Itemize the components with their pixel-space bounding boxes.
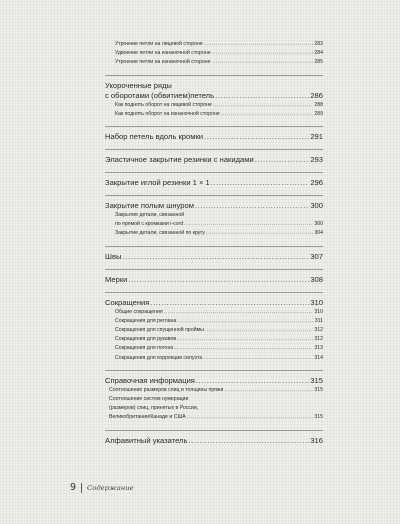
toc-page-number: 291 — [310, 132, 323, 142]
toc-group-seams — [105, 246, 323, 262]
dot-leader — [164, 308, 314, 317]
toc-page-number: 283 — [314, 41, 323, 47]
dot-leader — [213, 101, 314, 110]
toc-subentry — [105, 335, 323, 344]
toc-group-reference — [105, 370, 323, 423]
toc-subentry-line: (размеров) спиц, принятых в России, — [109, 405, 199, 412]
toc-entry-label: Великобритании/Канаде и США — [109, 414, 186, 421]
dot-leader — [195, 201, 309, 211]
dot-leader — [205, 326, 313, 335]
dot-leader — [224, 386, 313, 395]
toc-entry-label: Закрытие иглой резинки 1 × 1 — [105, 178, 210, 188]
toc-entry — [105, 252, 323, 262]
toc-page-number: 311 — [314, 317, 323, 324]
dot-leader — [255, 155, 310, 165]
toc-page-number: 293 — [310, 155, 323, 165]
toc-entry-label: Сокращения — [105, 297, 150, 307]
toc-group-pick-up — [105, 126, 323, 142]
toc-subentry — [105, 308, 323, 317]
toc-page-number: 308 — [310, 274, 323, 284]
toc-page-number: 289 — [314, 110, 323, 117]
toc-entry-label: Швы — [105, 251, 122, 261]
toc-page-number: 284 — [314, 50, 323, 57]
toc-entry-label: Сокращения для рукавов — [115, 336, 177, 343]
toc-group-abbreviations — [105, 292, 323, 363]
toc-entry-label: Набор петель вдоль кромки — [105, 132, 204, 142]
toc-page-number: 315 — [310, 375, 323, 385]
toc-entry-label: Эластичное закрытие резинки с накидами — [105, 155, 254, 165]
dot-leader — [177, 335, 313, 344]
dot-leader — [187, 413, 314, 422]
section-title: Содержание — [87, 483, 134, 492]
dot-leader — [204, 40, 314, 49]
toc-subentry — [105, 58, 323, 67]
dot-leader — [177, 317, 313, 326]
toc-entry-label: Сокращения для коррекции силуэта — [115, 354, 203, 361]
toc-page-number: 310 — [314, 308, 323, 315]
toc-subentry-line: Закрытие детали, связанной — [115, 212, 185, 219]
toc-group-index — [105, 430, 323, 446]
page-number: 9 — [70, 482, 77, 493]
dot-leader — [221, 110, 314, 119]
toc-entry-label: Закрытие детали, связанной по кругу — [115, 230, 205, 237]
toc-page-number: 312 — [314, 336, 323, 343]
toc-subentry — [105, 386, 323, 395]
toc-group-needle-bindoff — [105, 172, 323, 188]
toc-group-elastic-bindoff — [105, 149, 323, 165]
dot-leader — [122, 252, 309, 262]
toc-entry-label: Сокращения для спущенной проймы — [115, 327, 204, 334]
toc-page-number: 288 — [314, 101, 323, 108]
toc-subentry — [105, 229, 323, 238]
toc-page-number: 315 — [314, 386, 323, 393]
toc-group-icord — [105, 195, 323, 239]
toc-entry — [105, 275, 323, 285]
dot-leader — [188, 436, 309, 446]
toc-subentry — [105, 110, 323, 119]
toc-entry-label: Как поднять оборот на изнаночной стороне — [115, 110, 220, 117]
dot-leader — [215, 91, 309, 101]
toc-entry-label: Соотношение размеров спиц и толщины пряжи — [109, 386, 224, 393]
toc-entry-label: Алфавитный указатель — [105, 435, 188, 445]
toc-entry-label: Закрытие полым шнуром — [105, 201, 194, 211]
dot-leader — [211, 178, 310, 188]
dot-leader — [206, 229, 313, 238]
toc-page-number: 316 — [310, 435, 323, 445]
toc-entry-label: Сокращения для погона — [115, 345, 174, 352]
toc-page-number: 286 — [310, 90, 323, 100]
toc-entry-label: Справочная информация — [105, 375, 195, 385]
toc-entry-label: Мерки — [105, 274, 128, 284]
toc-entry-title-line: Укороченные ряды — [105, 80, 172, 90]
toc-entry-label: Утроение петли на лицевой стороне — [115, 41, 203, 47]
toc-group-measurements — [105, 269, 323, 285]
toc-entry — [105, 376, 323, 386]
toc-subentry — [105, 317, 323, 326]
toc-page-number: 307 — [310, 251, 323, 261]
toc-subentry — [105, 40, 323, 49]
toc-page-number: 312 — [314, 327, 323, 334]
toc-subentry — [105, 220, 323, 229]
toc-entry-label: с оборотами (обвитием)петель — [105, 90, 215, 100]
dot-leader — [196, 376, 309, 386]
toc-page-number: 314 — [314, 354, 323, 361]
toc-subentry-line: Соотношение систем нумерации — [109, 396, 189, 403]
toc-entry — [105, 132, 323, 142]
toc-entry-label: Утроение петли на изнаночной стороне — [115, 59, 211, 66]
toc-entry-label: Удвоение петли на изнаночной стороне — [115, 50, 211, 57]
footer-divider — [81, 483, 82, 493]
dot-leader — [212, 58, 314, 67]
toc-subentry — [105, 49, 323, 58]
dot-leader — [150, 298, 309, 308]
dot-leader — [203, 354, 313, 363]
toc-entry-label: по прямой с кромками i-cord — [115, 221, 184, 228]
toc-entry — [105, 155, 323, 165]
toc-page-number: 296 — [310, 178, 323, 188]
toc-entry — [105, 178, 323, 188]
toc-group-increases — [105, 40, 323, 68]
toc-page-number: 304 — [314, 230, 323, 237]
toc-entry-label: Сокращения для реглана — [115, 317, 177, 324]
toc-page-number: 300 — [310, 201, 323, 211]
table-of-contents — [105, 40, 323, 446]
toc-group-short-rows — [105, 75, 323, 119]
dot-leader — [204, 132, 309, 142]
toc-subentry — [105, 354, 323, 363]
toc-page-number: 310 — [310, 297, 323, 307]
toc-entry-label: Общие сокращения — [115, 308, 163, 315]
toc-subentry — [105, 413, 323, 422]
toc-subentry — [105, 101, 323, 110]
toc-subentry — [105, 326, 323, 335]
toc-page-number: 300 — [314, 221, 323, 228]
toc-entry — [105, 201, 323, 211]
dot-leader — [128, 275, 309, 285]
toc-page-number: 313 — [314, 345, 323, 352]
toc-subentry — [105, 344, 323, 353]
toc-entry — [105, 298, 323, 308]
toc-entry-label: Как поднять оборот на лицевой стороне — [115, 101, 212, 108]
dot-leader — [212, 49, 314, 58]
toc-entry — [105, 91, 323, 101]
toc-entry — [105, 436, 323, 446]
dot-leader — [174, 344, 313, 353]
toc-page-number: 285 — [314, 59, 323, 66]
dot-leader — [184, 220, 313, 229]
toc-page-number: 315 — [314, 414, 323, 421]
page-footer — [70, 482, 134, 493]
